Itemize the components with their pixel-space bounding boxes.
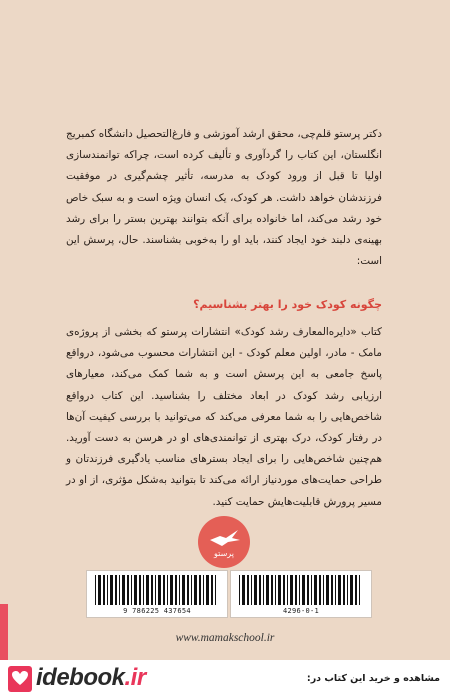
barcode-bar xyxy=(331,575,333,605)
barcode-bar xyxy=(122,575,125,605)
barcode-bar xyxy=(191,575,192,605)
barcode-bar xyxy=(254,575,257,605)
barcode-bar xyxy=(182,575,185,605)
publisher-logo xyxy=(198,516,250,568)
barcode-bar xyxy=(107,575,108,605)
barcode-bar xyxy=(95,575,96,605)
barcode-bar xyxy=(203,575,204,605)
barcode-bar xyxy=(338,575,341,605)
barcode-bar xyxy=(242,575,245,605)
description-paragraph: کتاب «دایره‌المعارف رشد کودک» انتشارات پرستو که بخشی از پروژه‌ی مامک - مادر، اولین معلم کودک - این انتشارات محسوب می‌شود، درواقع پاسخ جامعی به این پرسش است و به شما کمک می‌کند، معیارهای ارزیابی رشد کودک در ابعاد مختلف را بشناسید. این کتاب درواقع شاخص‌هایی را به شما معرفی می‌کند که می‌توانید با بررسی کیفیت آن‌ها در رفتار کودک، درک بهتری از توانمندی‌های او در هرسن به دست آورید. هم‌چنین شاخص‌هایی را برای ایجاد بسترهای مناسب یادگیری فرزندتان و طراحی حمایت‌های موردنیاز ارائه می‌کند تا بتوانید به‌شکل مؤثری، از او در مسیر پرورش قابلیت‌هایش حمایت کنید. xyxy=(66,326,382,508)
barcode-bar xyxy=(155,575,156,605)
brand-logo[interactable] xyxy=(36,664,146,692)
barcode-bar xyxy=(290,575,293,605)
barcode-bar xyxy=(158,575,161,605)
barcode-bar xyxy=(263,575,264,605)
decorative-strip xyxy=(0,604,8,660)
barcode-bar xyxy=(131,575,132,605)
question-heading: چگونه کودک خود را بهتر بشناسیم؟ xyxy=(193,298,382,311)
barcode-bar xyxy=(206,575,209,605)
intro-paragraph: دکتر پرستو قلم‌چی، محقق ارشد آموزشی و فارغ‌التحصیل دانشگاه کمبریج انگلستان، این کتاب را گردآوری و تألیف کرده است، چراکه توانمندسازی اولیا تا قبل از ورود کودک به مدرسه، تأثیر چشم‌گیری در موفقیت فرزندشان خواهد داشت. هر کودک، یک انسان ویژه است و به سبک خاص خود رشد می‌کند، اما خانواده برای آنکه بتوانند بهترین بستر را برای رشد بهینه‌ی دلبند خود ایجاد کنند، باید او را به‌خوبی بشناسند. حال، پرسش این است: xyxy=(66,128,382,268)
barcode-bar xyxy=(239,575,240,605)
barcode-bar xyxy=(251,575,252,605)
barcode-bar xyxy=(266,575,269,605)
barcode-bar xyxy=(115,575,117,605)
barcode-bar xyxy=(314,575,317,605)
barcode-bar xyxy=(211,575,213,605)
barcode-bar xyxy=(319,575,321,605)
barcode-bar xyxy=(199,575,201,605)
footer-slogan: مشاهده و خرید این کتاب در: xyxy=(306,673,440,684)
barcode-bar xyxy=(283,575,285,605)
barcode-bar xyxy=(278,575,281,605)
barcode-bar xyxy=(127,575,129,605)
barcode-bars xyxy=(237,575,365,605)
barcode-bar xyxy=(347,575,348,605)
barcode-bar xyxy=(355,575,357,605)
barcode-bar xyxy=(359,575,360,605)
barcode-bar xyxy=(146,575,149,605)
barcode-bar xyxy=(287,575,288,605)
barcode-bar xyxy=(271,575,273,605)
barcode-bar xyxy=(175,575,177,605)
barcode-bar xyxy=(143,575,144,605)
barcode-bar xyxy=(187,575,189,605)
barcode-bar xyxy=(110,575,113,605)
price-barcode-number: 4296-0-1 xyxy=(282,607,320,615)
publisher-logo-text: پرستو xyxy=(214,549,234,558)
barcode-bar xyxy=(179,575,180,605)
barcode-bar xyxy=(139,575,141,605)
footer-banner xyxy=(0,660,450,700)
brand-tld: .ir xyxy=(124,664,146,691)
isbn-barcode xyxy=(86,570,228,618)
barcode-bar xyxy=(323,575,324,605)
price-barcode xyxy=(230,570,372,618)
barcode-bar xyxy=(151,575,153,605)
barcode-bar xyxy=(299,575,300,605)
barcode-bar xyxy=(335,575,336,605)
website-url[interactable]: www.mamakschool.ir xyxy=(175,632,275,644)
barcode-bar xyxy=(295,575,297,605)
barcode-bar xyxy=(170,575,173,605)
swallow-icon xyxy=(198,516,250,568)
barcode-bar xyxy=(343,575,345,605)
barcode-bar xyxy=(194,575,197,605)
brand-name: idebook xyxy=(36,664,125,691)
barcode-bar xyxy=(98,575,101,605)
isbn-number: 9 786225 437654 xyxy=(123,607,191,615)
barcode-bar xyxy=(302,575,305,605)
barcode-bar xyxy=(163,575,165,605)
barcode-bar xyxy=(103,575,105,605)
barcode-bar xyxy=(275,575,276,605)
barcode-bar xyxy=(311,575,312,605)
barcode-bar xyxy=(167,575,168,605)
barcode-bar xyxy=(215,575,216,605)
barcode-bar xyxy=(326,575,329,605)
barcode-bar xyxy=(247,575,249,605)
barcode-bar xyxy=(307,575,309,605)
barcode-bar xyxy=(119,575,120,605)
barcode-bars xyxy=(93,575,221,605)
barcode-bar xyxy=(134,575,137,605)
barcode-bar xyxy=(350,575,353,605)
book-icon xyxy=(8,666,32,692)
barcode-bar xyxy=(259,575,261,605)
